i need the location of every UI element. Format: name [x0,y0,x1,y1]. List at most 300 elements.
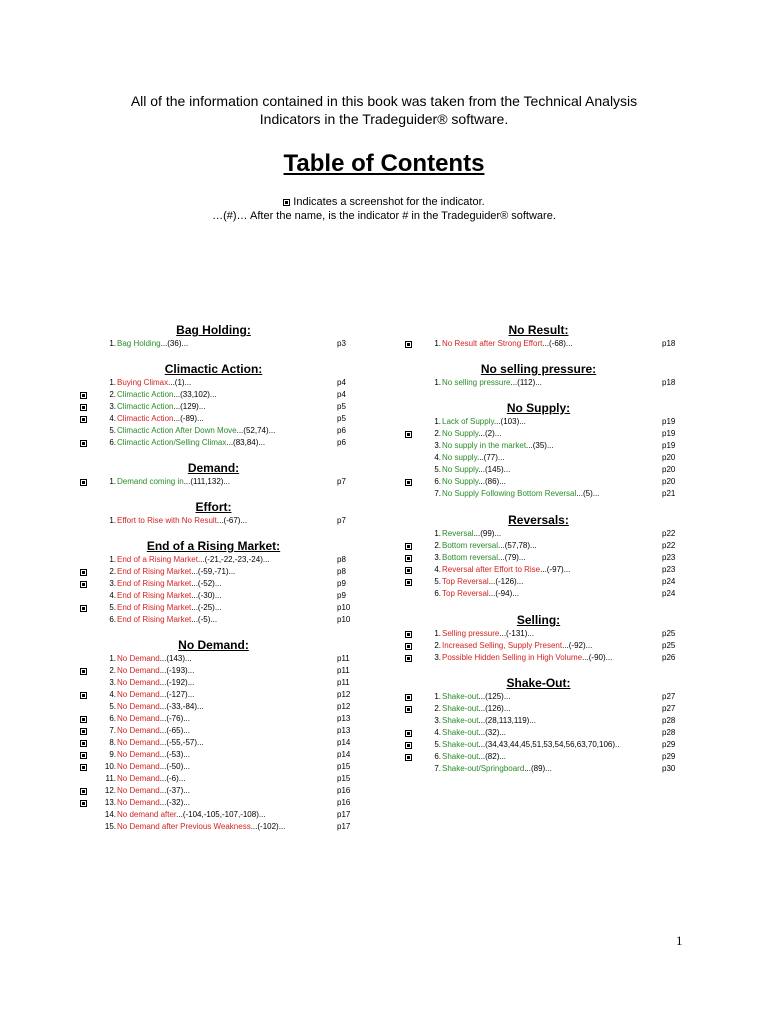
indicator-name[interactable]: Climactic Action [117,390,174,399]
section-title: No selling pressure: [480,362,597,376]
page-reference: p9 [337,591,346,600]
toc-entry[interactable] [405,715,745,727]
toc-entry[interactable] [80,821,420,833]
entry-text [117,401,205,413]
section-title: Selling: [516,613,561,627]
left-column [80,322,420,844]
entry-text [117,515,247,527]
indicator-name[interactable]: No Supply Following Bottom Reversal [442,489,577,498]
page-reference: p25 [662,641,676,650]
page-reference: p22 [662,529,676,538]
indicator-name[interactable]: No Result after Strong Effort [442,339,543,348]
entry-text [117,713,190,725]
indicator-name[interactable]: No Demand [117,798,160,807]
page-reference: p17 [337,810,351,819]
indicator-code: ...(-21,-22,-23,-24)... [197,555,270,564]
entry-text [117,761,190,773]
indicator-code: ...(-6)... [159,774,186,783]
toc-entry[interactable] [80,614,420,626]
entry-text [117,614,217,626]
indicator-name[interactable]: No selling pressure [442,378,511,387]
page-reference: p12 [337,690,351,699]
entry-text [117,578,222,590]
entry-number: 6. [434,589,441,598]
indicator-name[interactable]: No Demand [117,786,160,795]
toc-section [80,637,420,833]
indicator-name[interactable]: Shake-out [442,740,479,749]
indicator-code: ...(143)... [159,654,192,663]
page-reference: p25 [662,629,676,638]
entry-number: 15. [104,822,116,831]
page-reference: p13 [337,714,351,723]
indicator-name[interactable]: Top Reversal [442,577,489,586]
indicator-name[interactable]: Shake-out/Springboard [442,764,525,773]
page-reference: p3 [337,339,346,348]
entry-text [442,640,592,652]
page-reference: p20 [662,477,676,486]
page-reference: p26 [662,653,676,662]
entry-number: 4. [109,690,116,699]
indicator-name[interactable]: No Demand [117,774,160,783]
toc-entry[interactable] [80,554,420,566]
entry-text [117,665,194,677]
indicator-code: ...(-32)... [159,798,190,807]
toc-entry[interactable] [80,338,420,350]
page-reference: p6 [337,426,346,435]
toc-entry[interactable] [405,628,745,640]
entry-text [442,576,523,588]
indicator-name[interactable]: No demand after [117,810,177,819]
indicator-name[interactable]: Buying Climax [117,378,169,387]
entry-number: 7. [434,764,441,773]
entry-text [117,437,265,449]
entry-number: 11. [105,774,116,783]
indicator-name[interactable]: No Demand [117,714,160,723]
toc-entry[interactable] [405,440,745,452]
intro-line-2: Indicators in the Tradeguider® software. [259,111,509,127]
indicator-name[interactable]: End of Rising Market [117,603,192,612]
indicator-code: ...(-126)... [488,577,524,586]
section-title: No Demand: [178,638,249,652]
toc-entry[interactable] [80,737,420,749]
entry-number: 2. [434,429,441,438]
indicator-code: ...(-89)... [173,414,204,423]
indicator-code: ...(111,132)... [183,477,231,486]
entry-text [442,464,510,476]
indicator-code: ...(32)... [478,728,507,737]
entry-text [117,476,230,488]
toc-entry[interactable] [80,566,420,578]
entry-number: 3. [434,716,441,725]
page-reference: p22 [662,541,676,550]
indicator-code: ...(-92)... [562,641,593,650]
indicator-name[interactable]: No Demand [117,726,160,735]
section-title: Effort: [195,500,232,514]
toc-entry[interactable] [405,428,745,440]
indicator-name[interactable]: No supply in the market [442,441,527,450]
indicator-name[interactable]: No supply [442,453,477,462]
toc-entry[interactable] [405,452,745,464]
indicator-code: ...(129)... [173,402,206,411]
entry-number: 1. [109,477,116,486]
page-reference: p7 [337,516,346,525]
page-reference: p7 [337,477,346,486]
indicator-name[interactable]: Shake-out [442,716,479,725]
indicator-code: ...(-65)... [159,726,190,735]
toc-entry[interactable] [80,809,420,821]
indicator-name[interactable]: Shake-out [442,728,479,737]
indicator-code: ...(89)... [524,764,552,773]
toc-section [405,322,745,350]
toc-entry[interactable] [80,389,420,401]
indicator-code: ...(33,102)... [173,390,217,399]
indicator-name[interactable]: No Demand after Previous Weakness [117,822,251,831]
entry-number: 1. [109,654,116,663]
entry-number: 5. [434,740,441,749]
toc-entry[interactable] [80,761,420,773]
indicator-name[interactable]: No Demand [117,666,160,675]
entry-text [117,338,188,350]
indicator-name[interactable]: Demand coming in [117,477,184,486]
indicator-name[interactable]: No Demand [117,690,160,699]
page-reference: p5 [337,402,346,411]
indicator-code: ...(35)... [526,441,554,450]
indicator-code: ...(5)... [576,489,600,498]
entry-text [117,425,275,437]
page-reference: p8 [337,567,346,576]
entry-text [442,628,534,640]
entry-text [117,689,194,701]
entry-text [117,749,190,761]
indicator-name[interactable]: End of Rising Market [117,591,192,600]
indicator-name[interactable]: End of a Rising Market [117,555,198,564]
toc-entry[interactable] [405,377,745,389]
page-reference: p23 [662,553,676,562]
indicator-name[interactable]: End of Rising Market [117,615,192,624]
toc-section [405,612,745,664]
legend-marker-text: Indicates a screenshot for the indicator. [293,196,485,208]
entry-number: 6. [109,714,116,723]
entry-text [117,725,190,737]
entry-number: 2. [434,704,441,713]
indicator-code: ...(82)... [478,752,507,761]
entry-text [117,701,204,713]
toc-entry[interactable] [80,437,420,449]
toc-section [80,322,420,350]
indicator-code: ...(-25)... [191,603,222,612]
entry-text [442,564,570,576]
toc-entry[interactable] [405,540,745,552]
page-reference: p28 [662,728,676,737]
toc-entry[interactable] [80,590,420,602]
toc-entry[interactable] [405,763,745,775]
entry-number: 4. [109,591,116,600]
intro-text [0,92,768,128]
indicator-name[interactable]: Climactic Action [117,414,174,423]
entry-text [117,602,222,614]
page-reference: p19 [662,417,676,426]
toc-entry[interactable] [80,665,420,677]
page-reference: p18 [662,378,676,387]
toc-entry[interactable] [80,377,420,389]
toc-entry[interactable] [405,727,745,739]
indicator-name[interactable]: Effort to Rise with No Result [117,516,217,525]
indicator-name[interactable]: Bag Holding [117,339,161,348]
indicator-name[interactable]: No Demand [117,750,160,759]
entry-text [117,566,235,578]
entry-number: 3. [109,579,116,588]
indicator-code: ...(36)... [160,339,189,348]
entry-number: 3. [434,441,441,450]
page-reference: p27 [662,692,676,701]
entry-number: 1. [434,339,441,348]
indicator-code: ...(-192)... [159,678,195,687]
toc-entry[interactable] [405,552,745,564]
indicator-code: ...(-37)... [159,786,190,795]
toc-section [405,400,745,500]
indicator-code: ...(34,43,44,45,51,53,54,56,63,70,106).. [478,740,620,749]
toc-section [80,460,420,488]
toc-entry[interactable] [80,578,420,590]
page-reference: p11 [337,654,350,663]
entry-text [442,338,573,350]
entry-number: 3. [434,553,441,562]
toc-entry[interactable] [80,413,420,425]
entry-text [117,590,222,602]
indicator-name[interactable]: Lack of Supply [442,417,494,426]
section-title: Bag Holding: [176,323,251,337]
page-reference: p15 [337,762,351,771]
toc-section [405,361,745,389]
toc-entry[interactable] [405,640,745,652]
toc-section [80,361,420,449]
indicator-name[interactable]: No Supply [442,465,479,474]
toc-entry[interactable] [80,401,420,413]
entry-number: 1. [434,692,441,701]
toc-entry[interactable] [405,416,745,428]
entry-text [117,785,190,797]
page-reference: p10 [337,603,351,612]
indicator-code: ...(-68)... [542,339,573,348]
page-reference: p15 [337,774,351,783]
toc-entry[interactable] [405,739,745,751]
indicator-code: ...(125)... [478,692,511,701]
screenshot-marker-icon [283,199,290,206]
toc-entry[interactable] [405,488,745,500]
indicator-code: ...(-76)... [159,714,190,723]
indicator-name[interactable]: Shake-out [442,752,479,761]
toc-entry[interactable] [80,476,420,488]
page-reference: p14 [337,750,351,759]
entry-text [442,377,542,389]
toc-entry[interactable] [405,588,745,600]
entry-number: 2. [109,390,116,399]
indicator-name[interactable]: No Demand [117,678,160,687]
toc-entry[interactable] [80,653,420,665]
page-reference: p19 [662,441,676,450]
indicator-name[interactable]: Top Reversal [442,589,489,598]
entry-text [117,389,217,401]
indicator-code: ...(1)... [168,378,192,387]
page-reference: p16 [337,798,351,807]
entry-number: 7. [434,489,441,498]
indicator-name[interactable]: Selling pressure [442,629,500,638]
toc-entry[interactable] [405,338,745,350]
entry-number: 5. [109,603,116,612]
entry-text [442,416,526,428]
indicator-name[interactable]: Shake-out [442,692,479,701]
right-column [405,322,745,786]
entry-text [442,428,501,440]
toc-entry[interactable] [405,652,745,664]
entry-number: 1. [109,378,116,387]
indicator-name[interactable]: Climactic Action After Down Move [117,426,237,435]
entry-number: 1. [109,516,116,525]
entry-number: 1. [109,339,116,348]
toc-section [405,512,745,600]
indicator-code: ...(-52)... [191,579,222,588]
toc-entry[interactable] [80,689,420,701]
toc-entry[interactable] [80,797,420,809]
entry-number: 5. [434,577,441,586]
indicator-name[interactable]: No Supply [442,429,479,438]
entry-text [117,773,185,785]
indicator-code: ...(-97)... [540,565,571,574]
page-reference: p20 [662,453,676,462]
toc-entry[interactable] [80,515,420,527]
section-title: End of a Rising Market: [146,539,281,553]
toc-entry[interactable] [80,749,420,761]
toc-entry[interactable] [80,713,420,725]
toc-section [80,499,420,527]
indicator-code: ...(126)... [478,704,511,713]
toc-entry[interactable] [80,785,420,797]
toc-entry[interactable] [405,703,745,715]
toc-entry[interactable] [405,691,745,703]
entry-text [117,737,204,749]
toc-entry[interactable] [80,677,420,689]
section-title: Reversals: [508,513,569,527]
indicator-name[interactable]: End of Rising Market [117,579,192,588]
entry-number: 2. [109,567,116,576]
indicator-code: ...(-94)... [488,589,519,598]
page-reference: p16 [337,786,351,795]
toc-entry[interactable] [405,576,745,588]
entry-text [117,653,192,665]
entry-number: 5. [434,465,441,474]
toc-entry[interactable] [405,751,745,763]
entry-text [442,751,506,763]
indicator-code: ...(112)... [510,378,542,387]
section-title: No Result: [508,323,569,337]
indicator-name[interactable]: Bottom reversal [442,553,499,562]
indicator-name[interactable]: No Supply [442,477,479,486]
entry-number: 4. [434,565,441,574]
entry-text [117,554,270,566]
indicator-code: ...(-127)... [159,690,195,699]
indicator-name[interactable]: Climactic Action [117,402,174,411]
page-reference: p23 [662,565,676,574]
entry-text [442,528,501,540]
indicator-code: ...(-55,-57)... [159,738,204,747]
toc-entry[interactable] [405,464,745,476]
page-reference: p18 [662,339,676,348]
toc-entry[interactable] [405,476,745,488]
entry-number: 13. [104,798,116,807]
entry-text [117,677,194,689]
indicator-name[interactable]: Increased Selling, Supply Present [442,641,563,650]
legend-line-1 [0,195,768,209]
page-reference: p24 [662,577,676,586]
indicator-code: ...(-5)... [191,615,218,624]
entry-number: 5. [109,702,116,711]
entry-number: 2. [434,641,441,650]
indicator-name[interactable]: No Demand [117,762,160,771]
toc-entry[interactable] [80,725,420,737]
indicator-code: ...(-193)... [159,666,195,675]
indicator-name[interactable]: Climactic Action/Selling Climax [117,438,227,447]
section-title: No Supply: [506,401,571,415]
entry-number: 7. [109,726,116,735]
indicator-code: ...(-67)... [216,516,248,525]
indicator-code: ...(-90)... [582,653,613,662]
indicator-name[interactable]: No Demand [117,654,160,663]
entry-number: 1. [109,555,116,564]
page-reference: p5 [337,414,346,423]
section-title: Climactic Action: [164,362,263,376]
entry-number: 6. [109,438,116,447]
toc-entry[interactable] [405,564,745,576]
toc-entry[interactable] [80,602,420,614]
indicator-code: ...(103)... [493,417,526,426]
page-reference: p21 [662,489,676,498]
indicator-name[interactable]: Bottom reversal [442,541,499,550]
indicator-code: ...(57,78)... [498,541,537,550]
indicator-code: ...(-104,-105,-107,-108)... [176,810,266,819]
indicator-code: ...(-50)... [159,762,190,771]
toc-entry[interactable] [80,425,420,437]
page-reference: p19 [662,429,676,438]
entry-number: 8. [109,738,116,747]
indicator-name[interactable]: Reversal after Effort to Rise [442,565,541,574]
toc-entry[interactable] [405,528,745,540]
indicator-name[interactable]: Reversal [442,529,474,538]
indicator-name[interactable]: Shake-out [442,704,479,713]
indicator-code: ...(-102)... [250,822,286,831]
page-reference: p11 [337,666,350,675]
indicator-code: ...(145)... [478,465,511,474]
indicator-name[interactable]: End of Rising Market [117,567,192,576]
entry-number: 14. [104,810,116,819]
entry-text [117,809,266,821]
indicator-name[interactable]: No Demand [117,738,160,747]
indicator-name[interactable]: Possible Hidden Selling in High Volume [442,653,583,662]
page-reference: p30 [662,764,676,773]
page-reference: p14 [337,738,351,747]
entry-number: 12. [104,786,116,795]
indicator-name[interactable]: No Demand [117,702,160,711]
page-reference: p9 [337,579,346,588]
toc-entry[interactable] [80,701,420,713]
toc-entry[interactable] [80,773,420,785]
entry-number: 4. [109,414,116,423]
intro-line-1: All of the information contained in this book was taken from the Technical Analysis [130,93,638,109]
entry-number: 9. [109,750,116,759]
entry-number: 1. [434,629,441,638]
entry-text [442,763,552,775]
entry-number: 1. [434,378,441,387]
indicator-code: ...(2)... [478,429,502,438]
